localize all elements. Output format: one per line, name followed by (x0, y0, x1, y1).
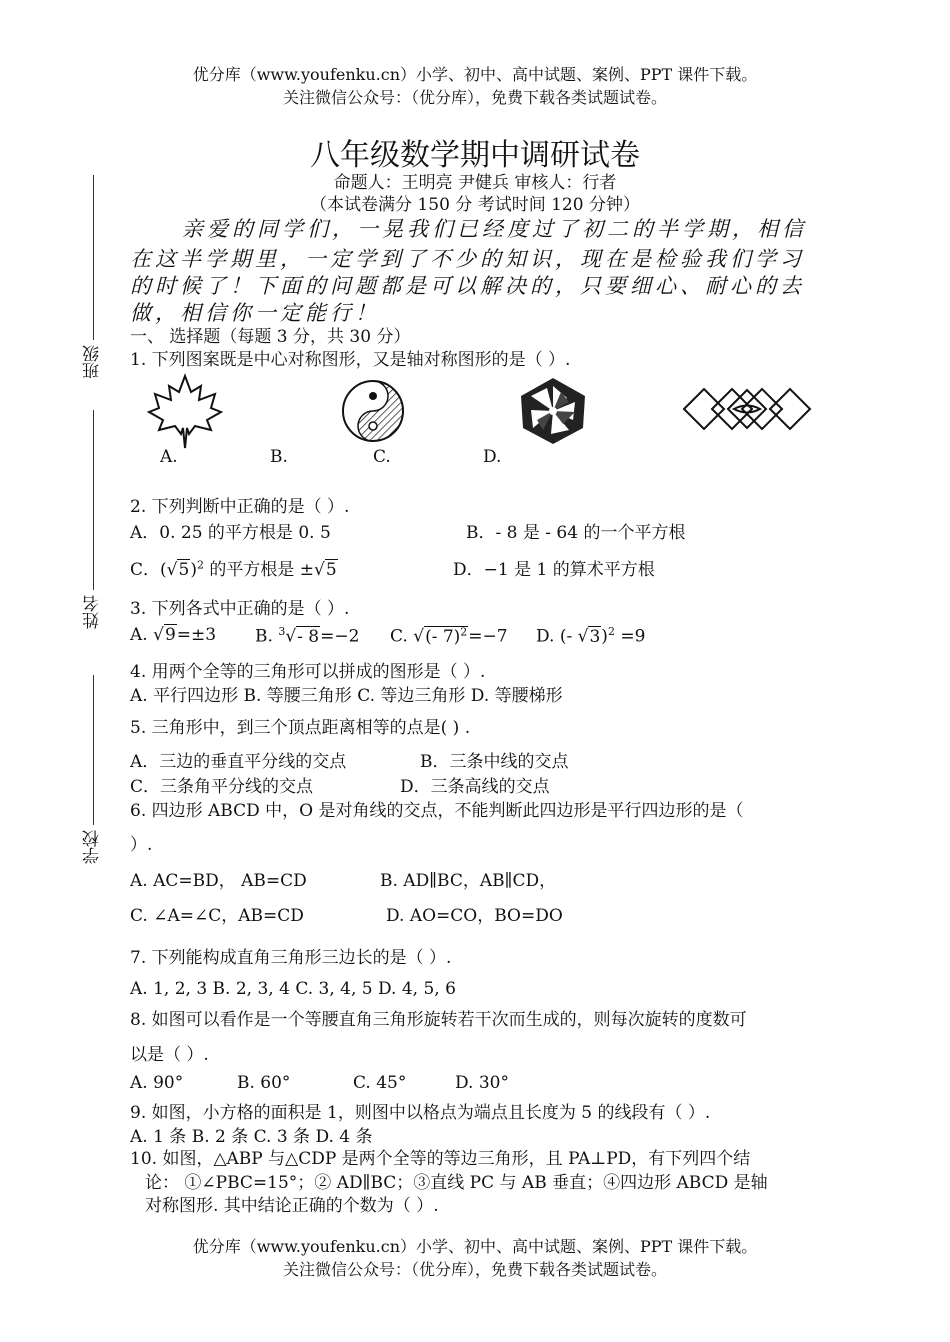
q3-option-a: A. √9=±3 (130, 625, 217, 645)
binding-line (93, 410, 94, 590)
authors-line: 命题人：王明亮 尹健兵 审核人：行者 (333, 173, 617, 193)
q3-option-c: C. √(- 7)$^2$=−7 (390, 625, 508, 647)
name-label: 姓名 (83, 595, 103, 629)
header-line-1: 优分库（www.youfenku.cn）小学、初中、高中试题、案例、PPT 课件下载。 (192, 65, 758, 84)
yin-yang-icon (340, 378, 406, 444)
q4-options: A. 平行四边形 B. 等腰三角形 C. 等边三角形 D. 等腰梯形 (130, 686, 563, 706)
school-label: 学校 (83, 830, 103, 864)
binding-line (93, 675, 94, 825)
intro-line-3: 的时候了！下面的问题都是可以解决的，只要细心、耐心的去 (130, 274, 805, 298)
question-10-line-1: 10. 如图，△ABP 与△CDP 是两个全等的等边三角形，且 PA⊥PD，有下列四个结 (130, 1149, 751, 1169)
question-3-stem: 3. 下列各式中正确的是（ ）. (130, 599, 350, 619)
header-line-2: 关注微信公众号：（优分库），免费下载各类试题试卷。 (282, 88, 667, 107)
footer-line-1: 优分库（www.youfenku.cn）小学、初中、高中试题、案例、PPT 课件下载。 (192, 1237, 758, 1256)
q2-option-a: A．0. 25 的平方根是 0. 5 (130, 523, 331, 543)
q3-option-d: D. (- √3)$^2$ =9 (536, 625, 646, 647)
question-2-stem: 2. 下列判断中正确的是（ ）. (130, 497, 350, 517)
question-6-stem-cont: ）. (130, 835, 153, 855)
question-1-stem: 1. 下列图案既是中心对称图形，又是轴对称图形的是（ ）. (130, 350, 571, 370)
class-label: 班级 (83, 345, 103, 379)
question-5-stem: 5. 三角形中，到三个顶点距离相等的点是( ) . (130, 718, 471, 738)
binding-line (93, 175, 94, 340)
exam-info: （本试卷满分 150 分 考试时间 120 分钟） (310, 195, 640, 215)
q5-option-a: A．三边的垂直平分线的交点 (130, 752, 347, 772)
footer-line-2: 关注微信公众号：（优分库），免费下载各类试题试卷。 (282, 1260, 667, 1279)
q7-options: A. 1, 2, 3 B. 2, 3, 4 C. 3, 4, 5 D. 4, 5, 6 (130, 979, 456, 999)
q5-option-c: C．三条角平分线的交点 (130, 777, 314, 797)
maple-leaf-icon (145, 372, 225, 450)
q3-option-b: B. $^3$√- 8=−2 (255, 625, 360, 647)
question-8-stem: 8. 如图可以看作是一个等腰直角三角形旋转若干次而生成的，则每次旋转的度数可 (130, 1010, 747, 1030)
hexagon-pinwheel-icon (517, 376, 589, 446)
question-6-stem: 6. 四边形 ABCD 中，O 是对角线的交点，不能判断此四边形是平行四边形的是（ (130, 801, 744, 821)
page-title: 八年级数学期中调研试卷 (310, 138, 640, 173)
q6-option-b: B. AD∥BC，AB∥CD， (380, 871, 557, 891)
q6-option-c: C. ∠A=∠C，AB=CD (130, 906, 304, 926)
q2-option-b: B．- 8 是 - 64 的一个平方根 (466, 523, 686, 543)
section-heading: 一、 选择题（每题 3 分，共 30 分） (130, 327, 411, 347)
q2-option-c: C．$(√5)^2$ 的平方根是 ±√5 (130, 558, 337, 580)
q8-option-b: B. 60° (237, 1073, 291, 1093)
intro-line-4: 做，相信你一定能行！ (130, 301, 380, 325)
q8-option-a: A. 90° (130, 1073, 184, 1093)
question-4-stem: 4. 用两个全等的三角形可以拼成的图形是（ ）. (130, 662, 486, 682)
q5-option-b: B．三条中线的交点 (420, 752, 569, 772)
intro-line-1: 亲爱的同学们，一晃我们已经度过了初二的半学期，相信 (182, 217, 807, 241)
question-7-stem: 7. 下列能构成直角三角形三边长的是（ ）. (130, 948, 452, 968)
question-8-stem-cont: 以是（ ）. (130, 1045, 209, 1065)
question-10-line-2: 论： ①∠PBC=15°；② AD∥BC；③直线 PC 与 AB 垂直；④四边形 ABCD 是轴 (145, 1173, 768, 1193)
q9-options: A. 1 条 B. 2 条 C. 3 条 D. 4 条 (130, 1127, 373, 1147)
diamond-chain-icon (682, 382, 812, 436)
question-9-stem: 9. 如图，小方格的面积是 1，则图中以格点为端点且长度为 5 的线段有（ ）. (130, 1103, 711, 1123)
q1-option-a: A. (160, 447, 178, 467)
q1-option-d: D. (483, 447, 502, 467)
question-10-line-3: 对称图形. 其中结论正确的个数为（ ）. (145, 1196, 439, 1216)
q2-option-d: D．−1 是 1 的算术平方根 (453, 560, 655, 580)
intro-line-2: 在这半学期里，一定学到了不少的知识，现在是检验我们学习 (130, 247, 805, 271)
q6-option-a: A. AC=BD， AB=CD (130, 871, 307, 891)
q1-option-b: B. (270, 447, 288, 467)
q1-option-c: C. (373, 447, 391, 467)
q8-option-d: D. 30° (455, 1073, 509, 1093)
q8-option-c: C. 45° (353, 1073, 407, 1093)
q5-option-d: D．三条高线的交点 (400, 777, 550, 797)
q6-option-d: D. AO=CO，BO=DO (386, 906, 563, 926)
